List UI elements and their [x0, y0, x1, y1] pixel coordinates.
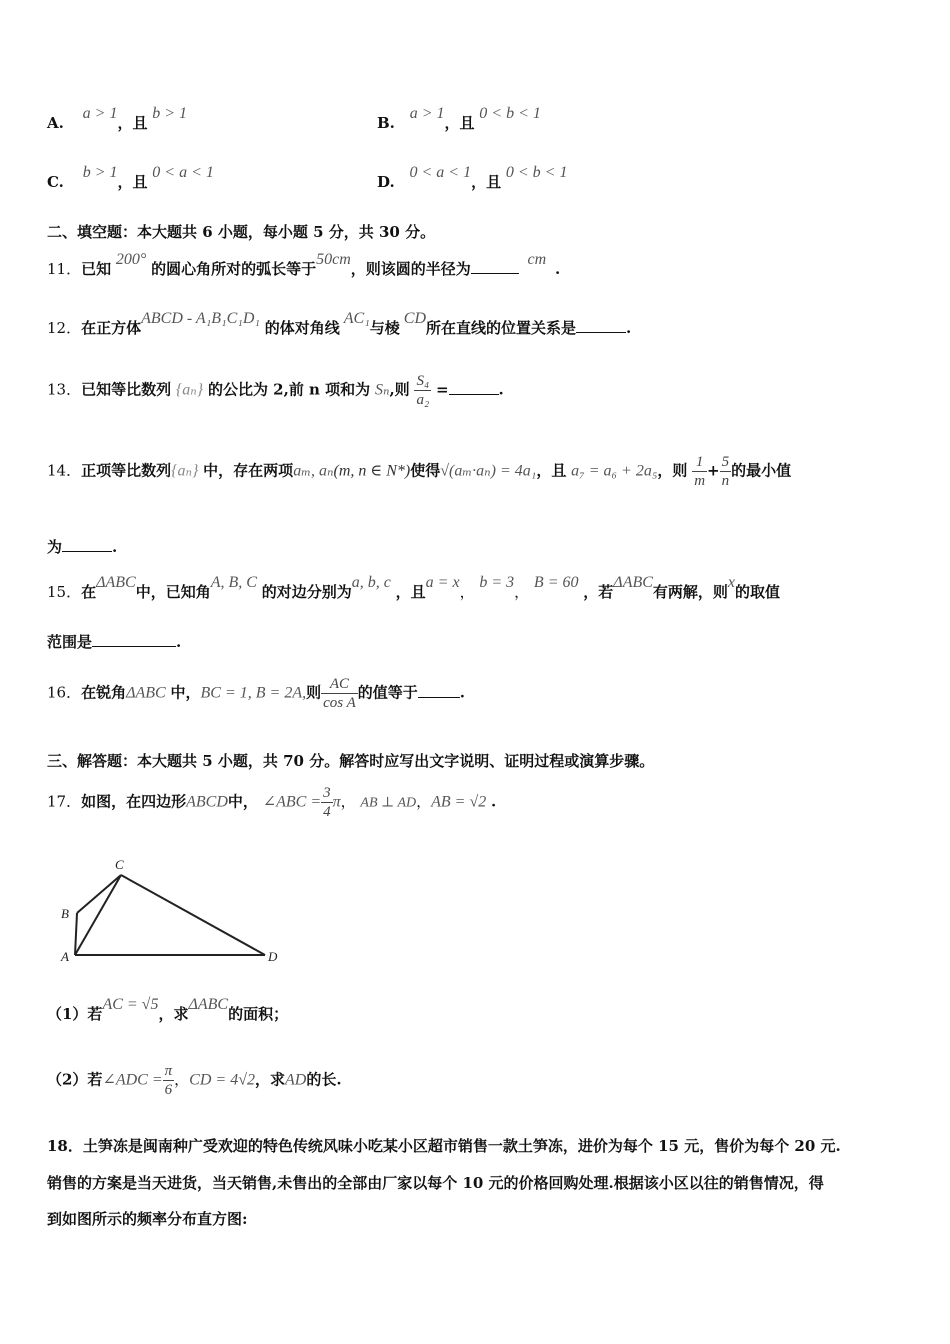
edge-ab	[75, 913, 77, 955]
math-expr: 0 < b < 1	[505, 164, 568, 181]
math-expr: a > 1	[409, 105, 445, 122]
section-heading-fill-blank: 二、填空题：本大题共 6 小题，每小题 5 分，共 30 分。	[47, 223, 436, 241]
quadrilateral-figure	[55, 855, 290, 970]
math-expr: ABCD - A₁B₁C₁D₁	[141, 310, 260, 327]
fraction	[414, 372, 431, 409]
math-expr: CD = 4√2	[189, 1071, 255, 1089]
math-expr: ABCD	[186, 793, 228, 811]
comma: ，	[416, 792, 432, 811]
answer-blank	[92, 632, 176, 647]
question-text: 的取值	[735, 583, 781, 601]
option-d	[377, 164, 568, 192]
fraction-denominator: n	[721, 473, 730, 489]
question-text: ，且	[536, 461, 567, 480]
math-expr: 0 < a < 1	[152, 164, 214, 181]
question-17	[47, 784, 496, 821]
fraction	[321, 784, 333, 821]
math-expr: ΔABC	[126, 684, 166, 702]
question-text: 已知等比数列	[81, 380, 172, 399]
part-label: （2）若	[47, 1070, 103, 1089]
question-text: ，求	[158, 1005, 189, 1023]
question-text: 已知	[81, 260, 112, 278]
option-b	[377, 105, 541, 133]
question-text: 中，已知角	[135, 583, 211, 601]
question-text: 的公比为 2,前 n 项和为	[207, 380, 371, 399]
question-text: 范围是	[47, 633, 93, 651]
period: .	[459, 683, 466, 702]
math-expr: 200°	[115, 251, 147, 268]
question-text: 与棱	[369, 319, 400, 337]
question-text: 中，	[170, 683, 201, 702]
math-expr: b = 3	[479, 574, 515, 591]
vertex-label-d: D	[268, 949, 278, 964]
question-text: ，则该圆的半径为	[350, 260, 471, 278]
fraction-numerator: AC	[321, 675, 358, 694]
fraction	[720, 453, 732, 490]
math-expr: ∠ABC =	[262, 793, 322, 811]
math-expr: b > 1	[152, 105, 188, 122]
math-expr: AB ⊥ AD	[360, 795, 417, 811]
fraction-numerator: 3	[323, 785, 331, 801]
question-text: =	[435, 380, 449, 399]
fraction-denominator: cos A	[323, 695, 356, 711]
question-text: 在锐角	[81, 683, 127, 702]
vertex-label-c: C	[115, 857, 124, 872]
question-text: 在正方体	[81, 319, 142, 337]
math-expr: AC₁	[343, 310, 370, 327]
section-heading-solutions: 三、解答题：本大题共 5 小题，共 70 分。解答时应写出文字说明、证明过程或演算步骤。	[47, 752, 655, 770]
question-text: 的对边分别为	[261, 583, 352, 601]
question-number: 15．	[47, 583, 82, 601]
vertex-label-b: B	[61, 906, 69, 921]
math-expr: x	[727, 574, 736, 591]
option-a	[47, 105, 188, 133]
period: .	[498, 380, 504, 399]
period: .	[554, 260, 561, 278]
question-text: ，则	[657, 461, 688, 480]
question-number: 13．	[47, 380, 82, 399]
edge-bc	[77, 875, 121, 913]
question-text: 为	[47, 538, 63, 556]
question-text: ，且	[395, 583, 426, 601]
math-expr: Sₙ	[374, 381, 390, 399]
question-text: 中，存在两项	[203, 461, 294, 480]
fraction	[321, 675, 358, 712]
math-expr: AD	[285, 1071, 307, 1089]
question-18-line-1: 18．土笋冻是闽南种广受欢迎的特色传统风味小吃某小区超市销售一款土笋冻，进价为每个 15 元，售价为每个 20 元.	[47, 1137, 841, 1155]
question-text: 所在直线的位置关系是	[426, 319, 577, 337]
answer-blank	[449, 380, 499, 395]
fraction-denominator: a₂	[416, 392, 430, 408]
question-text: ,则	[389, 380, 410, 399]
math-expr: {aₙ}	[175, 381, 204, 399]
math-expr: a = x	[425, 574, 460, 591]
question-text: 在	[81, 583, 97, 601]
option-c	[47, 164, 214, 192]
joiner-text: ，且	[444, 114, 475, 132]
joiner-text: ，且	[117, 114, 148, 132]
question-13	[47, 372, 504, 409]
fraction-numerator: π	[164, 1063, 173, 1079]
vertex-label-a: A	[61, 949, 69, 964]
option-label: C.	[47, 173, 64, 191]
fraction-numerator: 5	[721, 454, 730, 470]
question-16	[47, 675, 465, 712]
math-expr: B = 60	[533, 574, 579, 591]
joiner-text: ，且	[117, 173, 148, 191]
question-number: 14．	[47, 461, 82, 480]
math-expr: aₘ, aₙ	[293, 462, 334, 480]
math-expr: 0 < b < 1	[479, 105, 541, 122]
answer-blank	[471, 259, 519, 274]
math-expr: a > 1	[82, 105, 118, 122]
period: .	[176, 633, 182, 651]
math-expr: 50cm	[316, 251, 351, 268]
math-expr: AB = √2	[431, 793, 487, 811]
math-expr: ΔABC	[613, 574, 653, 591]
option-label: A.	[47, 114, 64, 132]
math-expr: b > 1	[82, 164, 118, 181]
question-text: ，若	[583, 583, 614, 601]
math-expr: a₇ = a₆ + 2a₅	[571, 462, 658, 480]
question-number: 12．	[47, 319, 82, 337]
question-number: 17．	[47, 792, 82, 811]
answer-blank	[576, 318, 626, 333]
math-expr: BC = 1, B = 2A,	[200, 684, 307, 702]
question-text: 的值等于	[357, 683, 418, 702]
comma: ，	[174, 1070, 190, 1089]
fraction-denominator: 4	[323, 804, 331, 820]
part-label: （1）若	[47, 1005, 103, 1023]
edge-ac	[75, 875, 121, 955]
fraction-numerator: S₄	[416, 373, 430, 389]
math-expr: π	[332, 793, 341, 811]
question-17-part-1	[47, 996, 289, 1024]
answer-blank	[62, 537, 112, 552]
question-number: 16．	[47, 683, 82, 702]
question-15-cont	[47, 631, 181, 652]
math-expr: CD	[403, 310, 427, 327]
question-text: 则	[306, 683, 322, 702]
question-text: 的长.	[306, 1070, 342, 1089]
question-text: 使得	[410, 461, 441, 480]
plus-sign: +	[707, 461, 720, 480]
math-expr: {aₙ}	[171, 462, 199, 480]
fraction	[163, 1062, 175, 1099]
math-expr: a, b, c	[351, 574, 391, 591]
answer-blank	[418, 683, 460, 698]
comma: ，	[340, 792, 356, 811]
math-expr: ΔABC	[96, 574, 136, 591]
question-12	[47, 310, 632, 338]
question-14	[47, 453, 791, 490]
question-text: 有两解，则	[652, 583, 728, 601]
question-15: 15．在ΔABC中，已知角A, B, C 的对边分别为a, b, c ，且a = x， b = 3， B = 60 ，若ΔABC有两解，则x的取值	[47, 574, 781, 601]
question-17-part-2	[47, 1062, 342, 1099]
question-text: 的圆心角所对的弧长等于	[151, 260, 317, 278]
math-expr: AC = √5	[102, 996, 159, 1013]
math-expr: ΔABC	[188, 996, 229, 1013]
question-text: 正项等比数列	[81, 461, 172, 480]
math-expr: 0 < a < 1	[409, 164, 472, 181]
question-text: 如图，在四边形	[81, 792, 187, 811]
question-text: 的最小值	[731, 461, 792, 480]
fraction	[692, 453, 707, 490]
question-14-cont	[47, 536, 117, 557]
math-expr: ∠ADC =	[102, 1071, 163, 1089]
fraction-numerator: 1	[692, 453, 707, 472]
question-text: 中，	[227, 792, 258, 811]
math-expr: (m, n ∈ N*)	[333, 462, 411, 480]
option-label: D.	[377, 173, 395, 191]
joiner-text: ，且	[471, 173, 502, 191]
math-expr: A, B, C	[210, 574, 257, 591]
question-text: 的面积；	[228, 1005, 289, 1023]
math-expr: √(aₘ·aₙ) = 4a₁	[440, 462, 537, 480]
period: .	[112, 538, 118, 556]
fraction-denominator: 6	[164, 1082, 173, 1098]
period: .	[626, 319, 632, 337]
fraction-denominator: m	[694, 473, 706, 489]
option-label: B.	[377, 114, 395, 132]
question-number: 11．	[47, 260, 82, 278]
question-18-line-2: 销售的方案是当天进货，当天销售,未售出的全部由厂家以每个 10 元的价格回购处理.根据该小区以往的销售情况，得	[47, 1174, 824, 1192]
math-expr: cm	[527, 251, 547, 268]
edge-cd	[121, 875, 265, 955]
question-text: ，求	[254, 1070, 285, 1089]
question-11	[47, 251, 561, 279]
question-text: 的体对角线	[264, 319, 340, 337]
period: .	[491, 792, 497, 811]
question-18-line-3: 到如图所示的频率分布直方图:	[47, 1210, 248, 1228]
